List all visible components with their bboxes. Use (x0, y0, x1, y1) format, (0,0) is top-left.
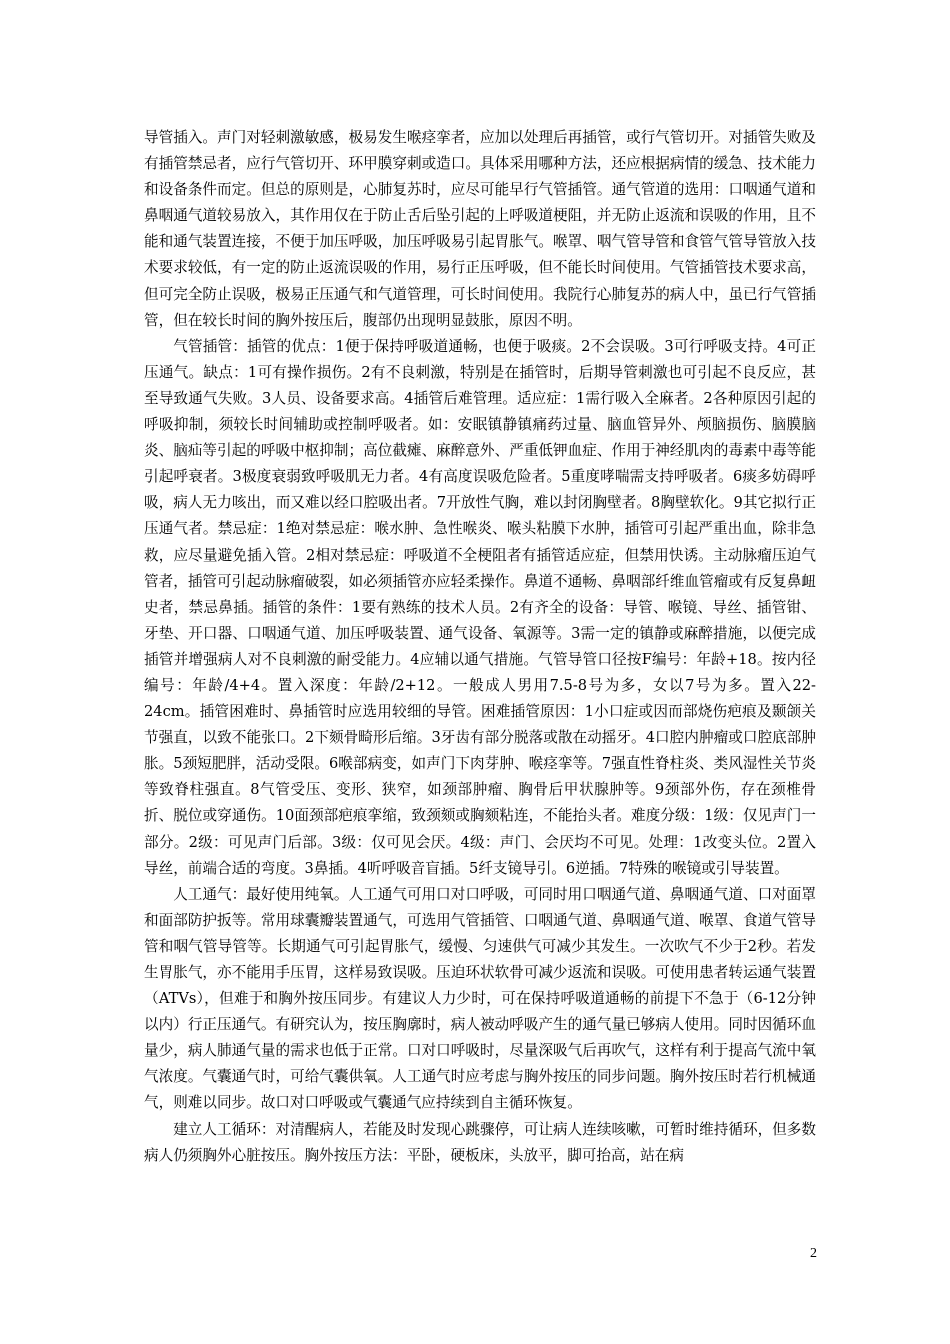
paragraph-circulation: 建立人工循环：对清醒病人，若能及时发现心跳骤停，可让病人连续咳嗽，可暂时维持循环，但多数病人仍须胸外心脏按压。胸外按压方法：平卧，硬板床，头放平，脚可抬高，站在病 (144, 1120, 816, 1164)
paragraph-continued: 导管插入。声门对轻刺激敏感，极易发生喉痉挛者，应加以处理后再插管，或行气管切开。对插管失败及有插管禁忌者，应行气管切开、环甲膜穿刺或造口。具体采用哪种方法，还应根据病情的缓急、技术能力和设备条件而定。但总的原则是，心肺复苏时，应尽可能早行气管插管。通气管道的选用：口咽通气道和鼻咽通气道较易放入，其作用仅在于防止舌后坠引起的上呼吸道梗阻，并无防止返流和误吸的作用，且不能和通气装置连接，不便于加压呼吸，加压呼吸易引起胃胀气。喉罩、咽气管导管和食管气管导管放入技术要求较低，有一定的防止返流误吸的作用，易行正压呼吸，但不能长时间使用。气管插管技术要求高，但可完全防止误吸，极易正压通气和气道管理，可长时间使用。我院行心肺复苏的病人中，虽已行气管插管，但在较长时间的胸外按压后，腹部仍出现明显鼓胀，原因不明。 (144, 129, 816, 329)
paragraph-intubation: 气管插管：插管的优点：1便于保持呼吸道通畅，也便于吸痰。2不会误吸。3可行呼吸支持。4可正压通气。缺点：1可有操作损伤。2有不良刺激，特别是在插管时，后期导管刺激也可引起不良反应，甚至导致通气失败。3人员、设备要求高。4插管后难管理。适应症：1需行吸入全麻者。2各种原因引起的呼吸抑制，须较长时间辅助或控制呼吸者。如：安眠镇静镇痛药过量、脑血管异外、颅脑损伤、脑膜脑炎、脑疝等引起的呼吸中枢抑制；高位截瘫、麻醉意外、严重低钾血症、作用于神经肌肉的毒素中毒等能引起呼衰者。3极度衰弱致呼吸肌无力者。4有高度误吸危险者。5重度哮喘需支持呼吸者。6痰多妨碍呼吸，病人无力咳出，而又难以经口腔吸出者。7开放性气胸，难以封闭胸壁者。8胸壁软化。9其它拟行正压通气者。禁忌症：1绝对禁忌症：喉水肿、急性喉炎、喉头粘膜下水肿，插管可引起严重出血，除非急救，应尽量避免插入管。2相对禁忌症：呼吸道不全梗阻者有插管适应症，但禁用快诱。主动脉瘤压迫气管者，插管可引起动脉瘤破裂，如必须插管亦应轻柔操作。鼻道不通畅、鼻咽部纤维血管瘤或有反复鼻衄史者，禁忌鼻插。插管的条件：1要有熟练的技术人员。2有齐全的设备：导管、喉镜、导丝、插管钳、牙垫、开口器、口咽通气道、加压呼吸装置、通气设备、氧源等。3需一定的镇静或麻醉措施，以便完成插管并增强病人对不良刺激的耐受能力。4应辅以通气措施。气管导管口径按F编号：年龄+18。按内径编号：年龄/4+4。置入深度：年龄/2+12。一般成人男用7.5-8号为多，女以7号为多。置入22-24cm。插管困难时、鼻插管时应选用较细的导管。困难插管原因：1小口症或因而部烧伤疤痕及颞颌关节强直，以致不能张口。2下颏骨畸形后缩。3牙齿有部分脱落或散在动摇牙。4口腔内肿瘤或口腔底部肿胀。5颈短肥胖，活动受限。6喉部病变，如声门下肉芽肿、喉痉挛等。7强直性脊柱炎、类风湿性关节炎等致脊柱强直。8气管受压、变形、狭窄，如颈部肿瘤、胸骨后甲状腺肿等。9颈部外伤，存在颈椎骨折、脱位或穿通伤。10面颈部疤痕挛缩，致颈颏或胸颏粘连，不能抬头者。难度分级：1级：仅见声门一部分。2级：可见声门后部。3级：仅可见会厌。4级：声门、会厌均不可见。处理：1改变头位。2置入导丝，前端合适的弯度。3鼻插。4听呼吸音盲插。5纤支镜导引。6逆插。7特殊的喉镜或引导装置。 (144, 337, 816, 877)
page-number: 2 (810, 1246, 817, 1261)
body-text (144, 125, 816, 1169)
paragraph-ventilation: 人工通气：最好使用纯氧。人工通气可用口对口呼吸，可同时用口咽通气道、鼻咽通气道、口对面罩和面部防护扳等。常用球囊瓣装置通气，可选用气管插管、口咽通气道、鼻咽通气道、喉罩、食道气管导管和咽气管导管等。长期通气可引起胃胀气，缓慢、匀速供气可减少其发生。一次吹气不少于2秒。若发生胃胀气，亦不能用手压胃，这样易致误吸。压迫环状软骨可减少返流和误吸。可使用患者转运通气装置（ATVs），但难于和胸外按压同步。有建议人力少时，可在保持呼吸道通畅的前提下不急于（6-12分钟以内）行正压通气。有研究认为，按压胸廓时，病人被动呼吸产生的通气量已够病人使用。同时因循环血量少，病人肺通气量的需求也低于正常。口对口呼吸时，尽量深吸气后再吹气，这样有利于提高气流中氧气浓度。气囊通气时，可给气囊供氧。人工通气时应考虑与胸外按压的同步问题。胸外按压时若行机械通气，则难以同步。故口对口呼吸或气囊通气应持续到自主循环恢复。 (144, 885, 816, 1112)
